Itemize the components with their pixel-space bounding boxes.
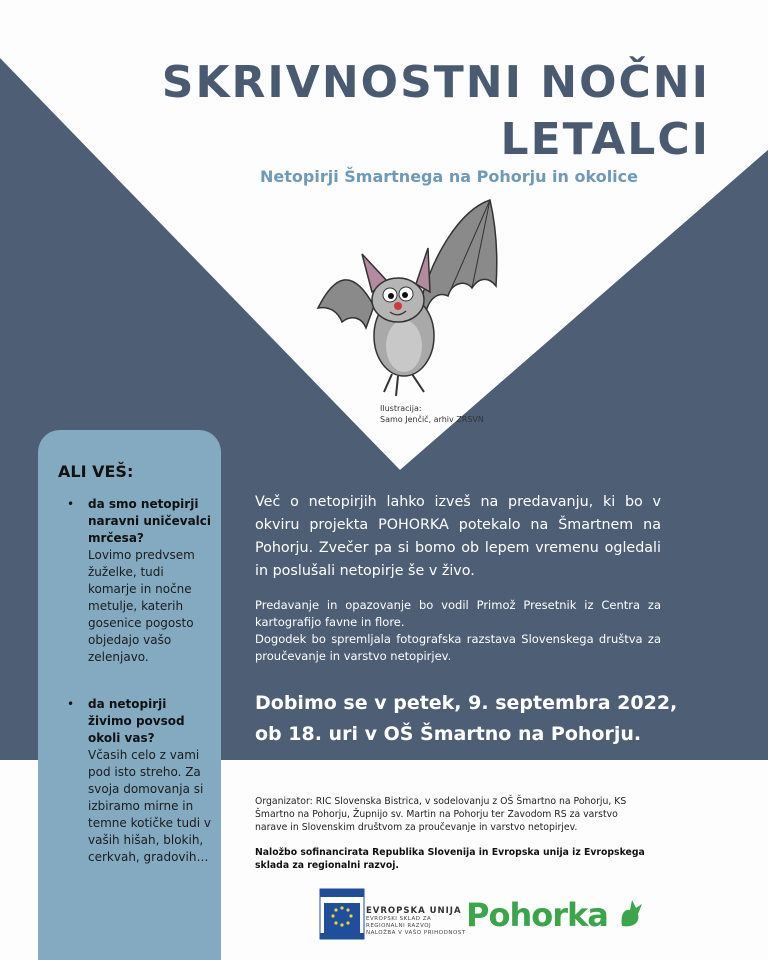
- pohorka-bird-icon: [618, 898, 644, 928]
- page-subtitle: Netopirji Šmartnega na Pohorju in okolice: [260, 167, 638, 186]
- fact-answer: Lovimo predvsem žuželke, tudi komarje in nočne metulje, katerih gosenice pogosto objedajo vašo zelenjavo.: [88, 548, 195, 664]
- eu-sub-3: NALOŽBA V VAŠO PRIHODNOST: [366, 930, 466, 936]
- meeting-date: Dobimo se v petek, 9. septembra 2022,: [255, 692, 678, 714]
- did-you-know-list: [60, 496, 212, 866]
- credit-label: Ilustracija:: [380, 404, 422, 413]
- funding-text: Naložbo sofinancirata Republika Slovenija in Evropska unija iz Evropskega sklada za regionalni razvoj.: [255, 847, 645, 871]
- intro-paragraph: Več o netopirjih lahko izveš na predavanju, ki bo v okviru projekta POHORKA potekalo na Šmartnem na Pohorju. Zvečer pa si bomo ob lepem vremenu ogledali in poslušali netopirje še v živo.: [255, 494, 661, 579]
- title-line-1: SKRIVNOSTNI NOČNI: [161, 57, 710, 108]
- fact-answer: Včasih celo z vami pod isto streho. Za svoja domovanja si izbiramo mirne in temne kotičke tudi v vaših hišah, blokih, cerkvah, gradovih…: [88, 748, 211, 864]
- eu-logo-text: [366, 906, 476, 937]
- meeting-place: ob 18. uri v OŠ Šmartno na Pohorju.: [255, 723, 642, 745]
- details-line-1: Predavanje in opazovanje bo vodil Primož Presetnik iz Centra za kartografijo favne in flore.: [255, 598, 661, 629]
- eu-name: EVROPSKA UNIJA: [366, 906, 462, 916]
- list-item: [60, 696, 212, 866]
- fact-question: • da netopirji živimo povsod okoli vas?: [88, 697, 185, 745]
- fact-question: • da smo netopirji naravni uničevalci mrčesa?: [88, 497, 212, 545]
- list-item: [60, 496, 212, 666]
- eu-sub-2: REGIONALNI RAZVOJ: [366, 923, 432, 929]
- details-line-2: Dogodek bo spremljala fotografska razstava Slovenskega društva za proučevanje in varstvo netopirjev.: [255, 632, 661, 663]
- pohorka-logo: [466, 896, 644, 934]
- pohorka-logo-text: Pohorka: [466, 896, 608, 934]
- meeting-info: [255, 688, 715, 750]
- title-line-2: LETALCI: [500, 114, 710, 165]
- eu-sub-1: EVROPSKI SKLAD ZA: [366, 916, 432, 922]
- page-title: [70, 54, 710, 168]
- credit-author: Samo Jenčič, arhiv ZRSVN: [380, 415, 484, 424]
- details-paragraph: [255, 597, 661, 665]
- bat-illustration-icon: [312, 196, 508, 402]
- illustration-credit: [380, 403, 540, 425]
- did-you-know-heading: ALI VEŠ:: [58, 462, 134, 481]
- organizer-text: Organizator: RIC Slovenska Bistrica, v sodelovanju z OŠ Šmartno na Pohorju, KS Šmartno na Pohorju, Župnijo sv. Martin na Pohorju ter Zavodom RS za varstvo narave in Slovenskim društvom za proučevanje in varstvo netopirjev.: [255, 796, 627, 833]
